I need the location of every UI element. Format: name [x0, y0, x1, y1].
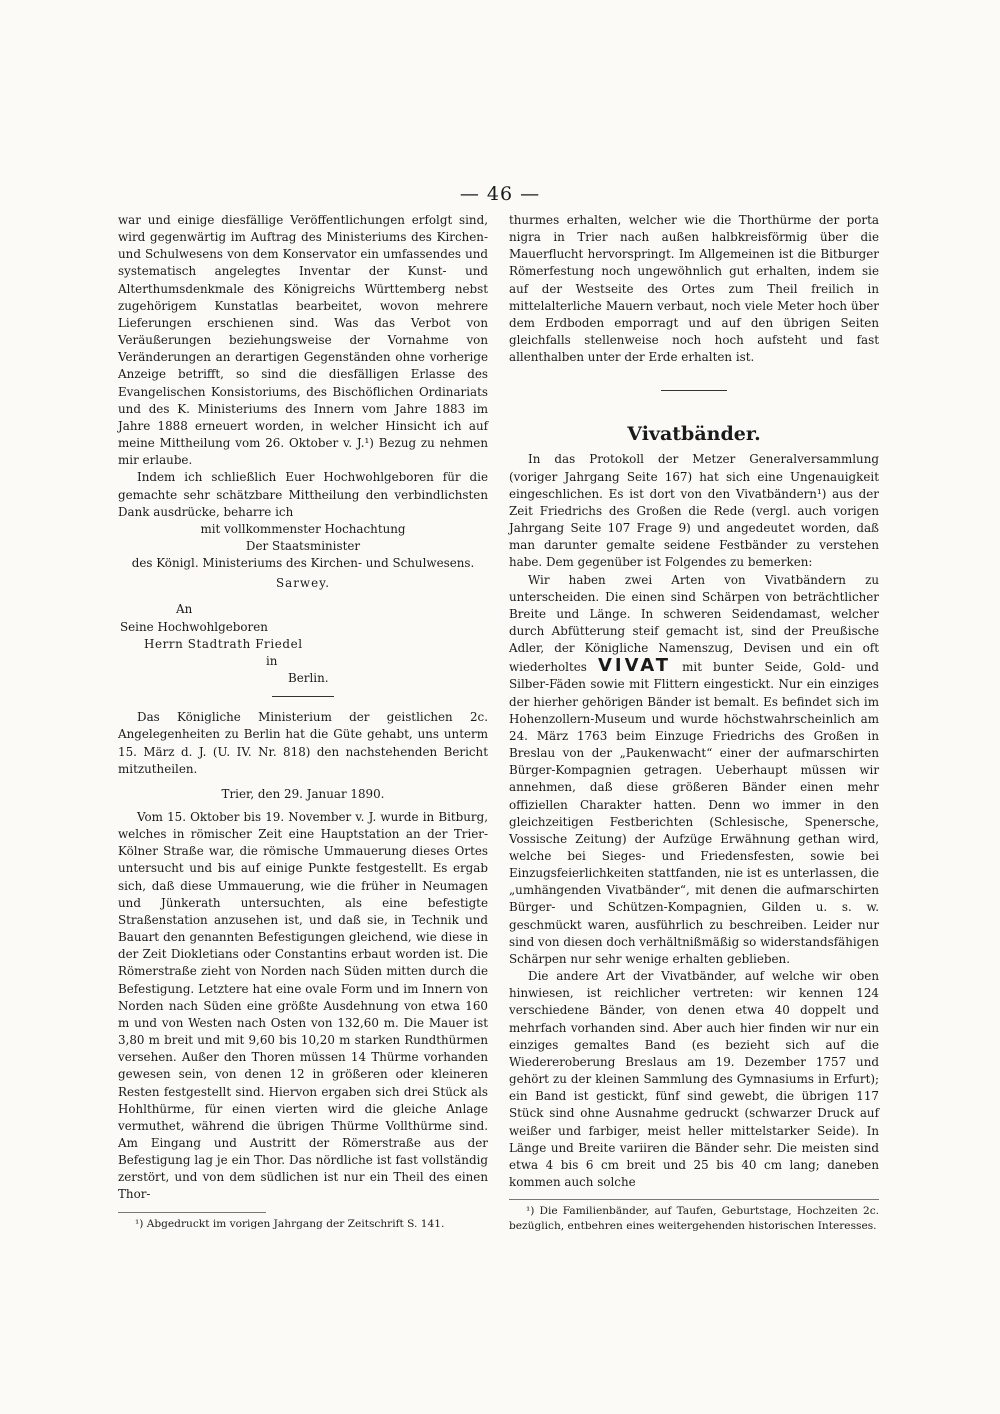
footnote: ¹) Die Familienbänder, auf Taufen, Geburtstage, Hochzeiten 2c. bezüglich, entbehren eines weitergehenden historischen Interesses.: [509, 1205, 879, 1233]
signature: Sarwey.: [275, 576, 331, 591]
left-column: [118, 212, 488, 1232]
section-divider: [272, 696, 334, 697]
page-number: — 46 —: [459, 183, 541, 205]
paragraph: Die andere Art der Vivatbänder, auf welche wir oben hinwiesen, ist reichlicher vertreten: wir kennen 124 verschiedene Bänder, von denen etwa 40 doppelt und mehrfach vorhanden sind. Aber auch hier finden wir nur ein einziges gemaltes Band (es bezieht sich auf die Wiedereroberung Breslaus am 19. Dezember 1757 und gehört zu der kleinen Sammlung des Gymnasiums in Erfurt); ein Band ist gestickt, fünf sind gewebt, die übrigen 117 Stück sind ohne Ausnahme gedruckt (schwarzer Druck auf weißer und farbiger, meist heller mittelstarker Seide). In Länge und Breite variiren die Bänder sehr. Die meisten sind etwa 4 bis 6 cm breit und 25 bis 40 cm lang; daneben kommen auch solche: [509, 969, 879, 1189]
signatory-title: Der Staatsminister: [245, 538, 361, 553]
paragraph: Indem ich schließlich Euer Hochwohlgeboren für die gemachte sehr schätzbare Mittheilung den verbindlichsten Dank ausdrücke, beharre ich: [118, 470, 488, 519]
section-divider: [661, 390, 727, 391]
section-heading: Vivatbänder.: [627, 423, 761, 446]
paragraph: Vom 15. Oktober bis 19. November v. J. wurde in Bitburg, welches in römischer Zeit eine Hauptstation an der Trier-Kölner Straße war, die römische Ummauerung dieses Ortes untersucht und bis auf einige Punkte festgestellt. Es ergab sich, daß diese Ummauerung, wie die früher in Neumagen und Jünkerath untersuchten, als eine befestigte Straßenstation anzusehen ist, und daß sie, in Technik und Bauart den genannten Befestigungen gleichend, wie diese in der Zeit Diokletians oder Constantins erbaut worden ist. Die Römerstraße zieht von Norden nach Süden mitten durch die Befestigung. Letztere hat eine ovale Form und im Innern von Norden nach Süden eine größte Ausdehnung von etwa 160 m und von Westen nach Osten von 132,60 m. Die Mauer ist 3,80 m breit und mit 9,60 bis 10,20 m starken Rundthürmen versehen. Außer den Thoren müssen 14 Thürme vorhanden gewesen sein, von denen 12 in größeren oder kleineren Resten festgestellt sind. Hiervon ergaben sich drei Stück als Hohlthürme, für einen vierten wird die gleiche Anlage vermuthet, während die übrigen Thürme Vollthürme sind. Am Eingang und Austritt der Römerstraße aus der Befestigung lag je ein Thor. Das nördliche ist fast vollständig zerstört, und von dem südlichen ist nur ein Theil des einen Thor-: [118, 810, 488, 1202]
footnote-divider: [118, 1212, 266, 1213]
closing-formula: mit vollkommenster Hochachtung: [200, 521, 406, 536]
paragraph: Das Königliche Ministerium der geistlichen 2c. Angelegenheiten zu Berlin hat die Güte gehabt, uns unterm 15. März d. J. (U. IV. Nr. 818) den nachstehenden Bericht mitzutheilen.: [118, 710, 488, 776]
dateline: Trier, den 29. Januar 1890.: [221, 786, 385, 801]
address-line: Herrn Stadtrath Friedel: [144, 636, 303, 651]
address-line: An: [176, 602, 193, 617]
paragraph-text: mit bunter Seide, Gold- und Silber-Fäden sowie mit Flittern eingestickt. Nur ein einziges der hierher gehörigen Bänder ist bemalt. Es befindet sich im Hohenzollern-Museum und wurde höchstwahrscheinlich am 24. März 1763 beim Einzuge Friedrichs des Großen in Breslau von der „Paukenwacht“ einer der aufmarschirten Bürger-Kompagnien getragen. Ueberhaupt müssen wir annehmen, daß diese größeren Bänder einen mehr offiziellen Charakter hatten. Denn wo immer in den gleichzeitigen Festberichten (Schlesische, Spenersche, Vossische Zeitung) der Aufzüge Erwähnung gethan wird, welche bei Sieges- und Friedensfesten, sowie bei Einzugsfeierlichkeiten stattfanden, nie ist es unterlassen, die „umhängenden Vivatbänder“, mit denen die aufmarschirten Bürger- und Schützen-Kompagnien, Gilden u. s. w. geschmückt waren, ausführlich zu beschreiben. Leider nur sind von diesen doch verhältnißmäßig so widerstandsfähigen Schärpen nur sehr wenige erhalten geblieben.: [509, 660, 880, 966]
vivat-emphasis: VIVAT: [597, 655, 672, 677]
address-line: Seine Hochwohlgeboren: [120, 619, 268, 634]
paragraph: [509, 572, 879, 969]
paragraph: In das Protokoll der Metzer Generalversammlung (voriger Jahrgang Seite 167) hat sich eine Ungenauigkeit eingeschlichen. Es ist dort von den Vivatbändern¹) aus der Zeit Friedrichs des Großen die Rede (vergl. auch vorigen Jahrgang Seite 107 Frage 9) und angedeutet worden, daß man darunter gemalte seidene Festbänder zu verstehen habe. Dem gegenüber ist Folgendes zu bemerken:: [509, 452, 879, 570]
footnote-divider: [509, 1199, 879, 1200]
address-block: [118, 601, 488, 687]
footnote: ¹) Abgedruckt im vorigen Jahrgang der Zeitschrift S. 141.: [134, 1217, 445, 1230]
paragraph: thurmes erhalten, welcher wie die Thorthürme der porta nigra in Trier nach außen halbkreisförmig über die Mauerflucht hervorspringt. Im Allgemeinen ist die Bitburger Römerfestung noch ungewöhnlich gut erhalten, indem sie auf der Westseite des Ortes zum Theil freilich in mittelalterliche Mauern verbaut, noch viele Meter hoch über dem Erdboden emporragt und auf den übrigen Seiten gleichfalls stellenweise noch hoch aufsteht und fast allenthalben unter der Erde erhalten ist.: [509, 213, 879, 365]
address-line: in: [266, 653, 278, 668]
signatory-ministry: des Königl. Ministeriums des Kirchen- und Schulwesens.: [131, 556, 475, 571]
paragraph-text: Wir haben zwei Arten von Vivatbändern zu unterscheiden. Die einen sind Schärpen von beträchtlicher Breite und Länge. In schweren Seidendamast, welcher durch Abfütterung steif gemacht ist, sind der Preußische Adler, der Königliche Namenszug, Devisen und ein oft wiederholtes: [509, 572, 879, 675]
paragraph: war und einige diesfällige Veröffentlichungen erfolgt sind, wird gegenwärtig im Auftrag des Ministeriums des Kirchen- und Schulwesens von dem Konservator ein umfassendes und systematisch angelegtes Inventar der Kunst- und Alterthumsdenkmale des Königreichs Württemberg nebst zugehörigem Kunstatlas bearbeitet, wovon mehrere Lieferungen erschienen sind. Was das Verbot von Veräußerungen beziehungsweise der Vornahme von Veränderungen an derartigen Gegenständen ohne vorherige Anzeige betrifft, so sind die diesfälligen Erlasse des Evangelischen Konsistoriums, des Bischöflichen Ordinariats und des K. Ministeriums des Innern vom Jahre 1883 im Jahre 1888 erneuert worden, in welcher Hinsicht ich auf meine Mittheilung vom 26. Oktober v. J.¹) Bezug zu nehmen mir erlaube.: [118, 213, 488, 468]
right-column: [509, 212, 879, 1234]
address-line: Berlin.: [288, 671, 329, 686]
